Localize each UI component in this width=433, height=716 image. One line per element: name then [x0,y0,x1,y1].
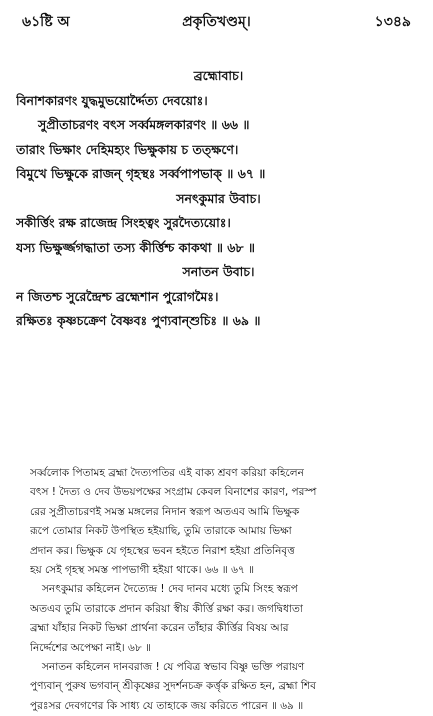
page-header [22,10,411,32]
verse-line: যস্য ভিক্ষুর্জ্জগদ্ধাতা তস্য কীর্ত্তিশ্চ কাকথা ॥ ৬৮ ॥ [16,239,255,255]
bengali-translation [30,464,423,716]
verse-line: বিমুখে ভিক্ষুকে রাজন্ গৃহস্থঃ সর্ব্বপাপভাক্ ॥ ৬৭ ॥ [16,166,266,181]
verse-line: সকীর্ত্তিং রক্ষ রাজেন্দ্র সিংহত্বং সুরদৈত্যয়োঃ। [16,215,231,230]
section-title: প্রকৃতিখণ্ডম্। [182,14,251,30]
verse-line: বিনাশকারণং যুদ্ধমুভয়োর্দ্দৈত্য দেবয়োঃ। [16,92,208,108]
verse-line: ন জিতশ্চ সুরেন্দ্রৈশ্চ ব্রহ্মেশান পুরোগমৈঃ। [16,288,219,304]
prose-line: ব্রহ্মা যাঁহার নিকট ভিক্ষা প্রার্থনা করেন তাঁহার কীর্ত্তির বিষয় আর [30,622,289,635]
verse-line: সনৎকুমার উবাচ। [176,190,261,206]
prose-line: প্রদান কর। ভিক্ষুক যে গৃহস্থের ভবন হইতে নিরাশ হইয়া প্রতিনিবৃত্ত [30,544,295,557]
prose-line: সনাতন কহিলেন দানবরাজ ! যে পবিত্র স্বভাব বিষ্ণু ভক্তি পরায়ণ [42,660,305,673]
prose-line: পুরঃসর দেবগণের কি সাধ্য যে তাহাকে জয় করিতে পারেন ॥ ৬৯ ॥ [30,699,304,712]
prose-line: রূপে তোমার নিকট উপস্থিত হইয়াছি, তুমি তারাকে আমায় ভিক্ষা [30,525,292,538]
prose-line: অতএব তুমি তারাকে প্রদান করিয়া স্বীয় কীর্ত্তি রক্ষা কর। জগদ্বিধাতা [30,602,303,615]
prose-line: নির্দ্দেশের অপেক্ষা নাই। ৬৮ ॥ [30,641,151,654]
prose-line: পুণ্যবান্ পুরুষ ভগবান্ শ্রীকৃষ্ণের সুদর্শনচক্র কর্ত্তৃক রক্ষিত হন, ব্রহ্মা শিব [30,680,316,693]
prose-line: সনৎকুমার কহিলেন দৈত্যেন্দ্র ! দেব দানব মধ্যে তুমি সিংহ স্বরূপ [42,583,298,596]
verse-line: সুপ্রীতাচরণং বৎস সর্ব্বমঙ্গলকারণং ॥ ৬৬ ॥ [38,117,250,132]
verse-line: রক্ষিতঃ কৃষ্ণচক্রেণ বৈষ্ণবঃ পুণ্যবান্শুচিঃ ॥ ৬৯ ॥ [16,313,261,328]
page-number: ১৩৪৯ [374,14,411,30]
prose-line: হয় সেই গৃহস্থ সমস্ত পাপভাগী হইয়া থাকে। ৬৬ ॥ ৬৭ ॥ [30,563,255,576]
verse-line: সনাতন উবাচ। [182,264,255,279]
verse-line: তারাং ভিক্ষাং দেহিমহ্যং ভিক্ষুকায় চ তত্ক্ষণে। [16,141,239,157]
chapter-label: ৬১ষ্টি অ [22,14,70,30]
sanskrit-verses [16,64,421,334]
prose-line: বৎস ! দৈত্য ও দেব উভয়পক্ষের সংগ্রাম কেবল বিনাশের কারণ, পরস্প [30,486,317,499]
prose-line: সর্ব্বলোক পিতামহ ব্রহ্মা দৈত্যপতির এই বাক্য শ্রবণ করিয়া কহিলেন [30,467,304,479]
prose-line: রের সুপ্রীতাচরণই সমস্ত মঙ্গলের নিদান স্বরূপ অতএব আমি ভিক্ষুক [30,505,300,518]
verse-line: ব্রহ্মোবাচ। [193,68,244,83]
